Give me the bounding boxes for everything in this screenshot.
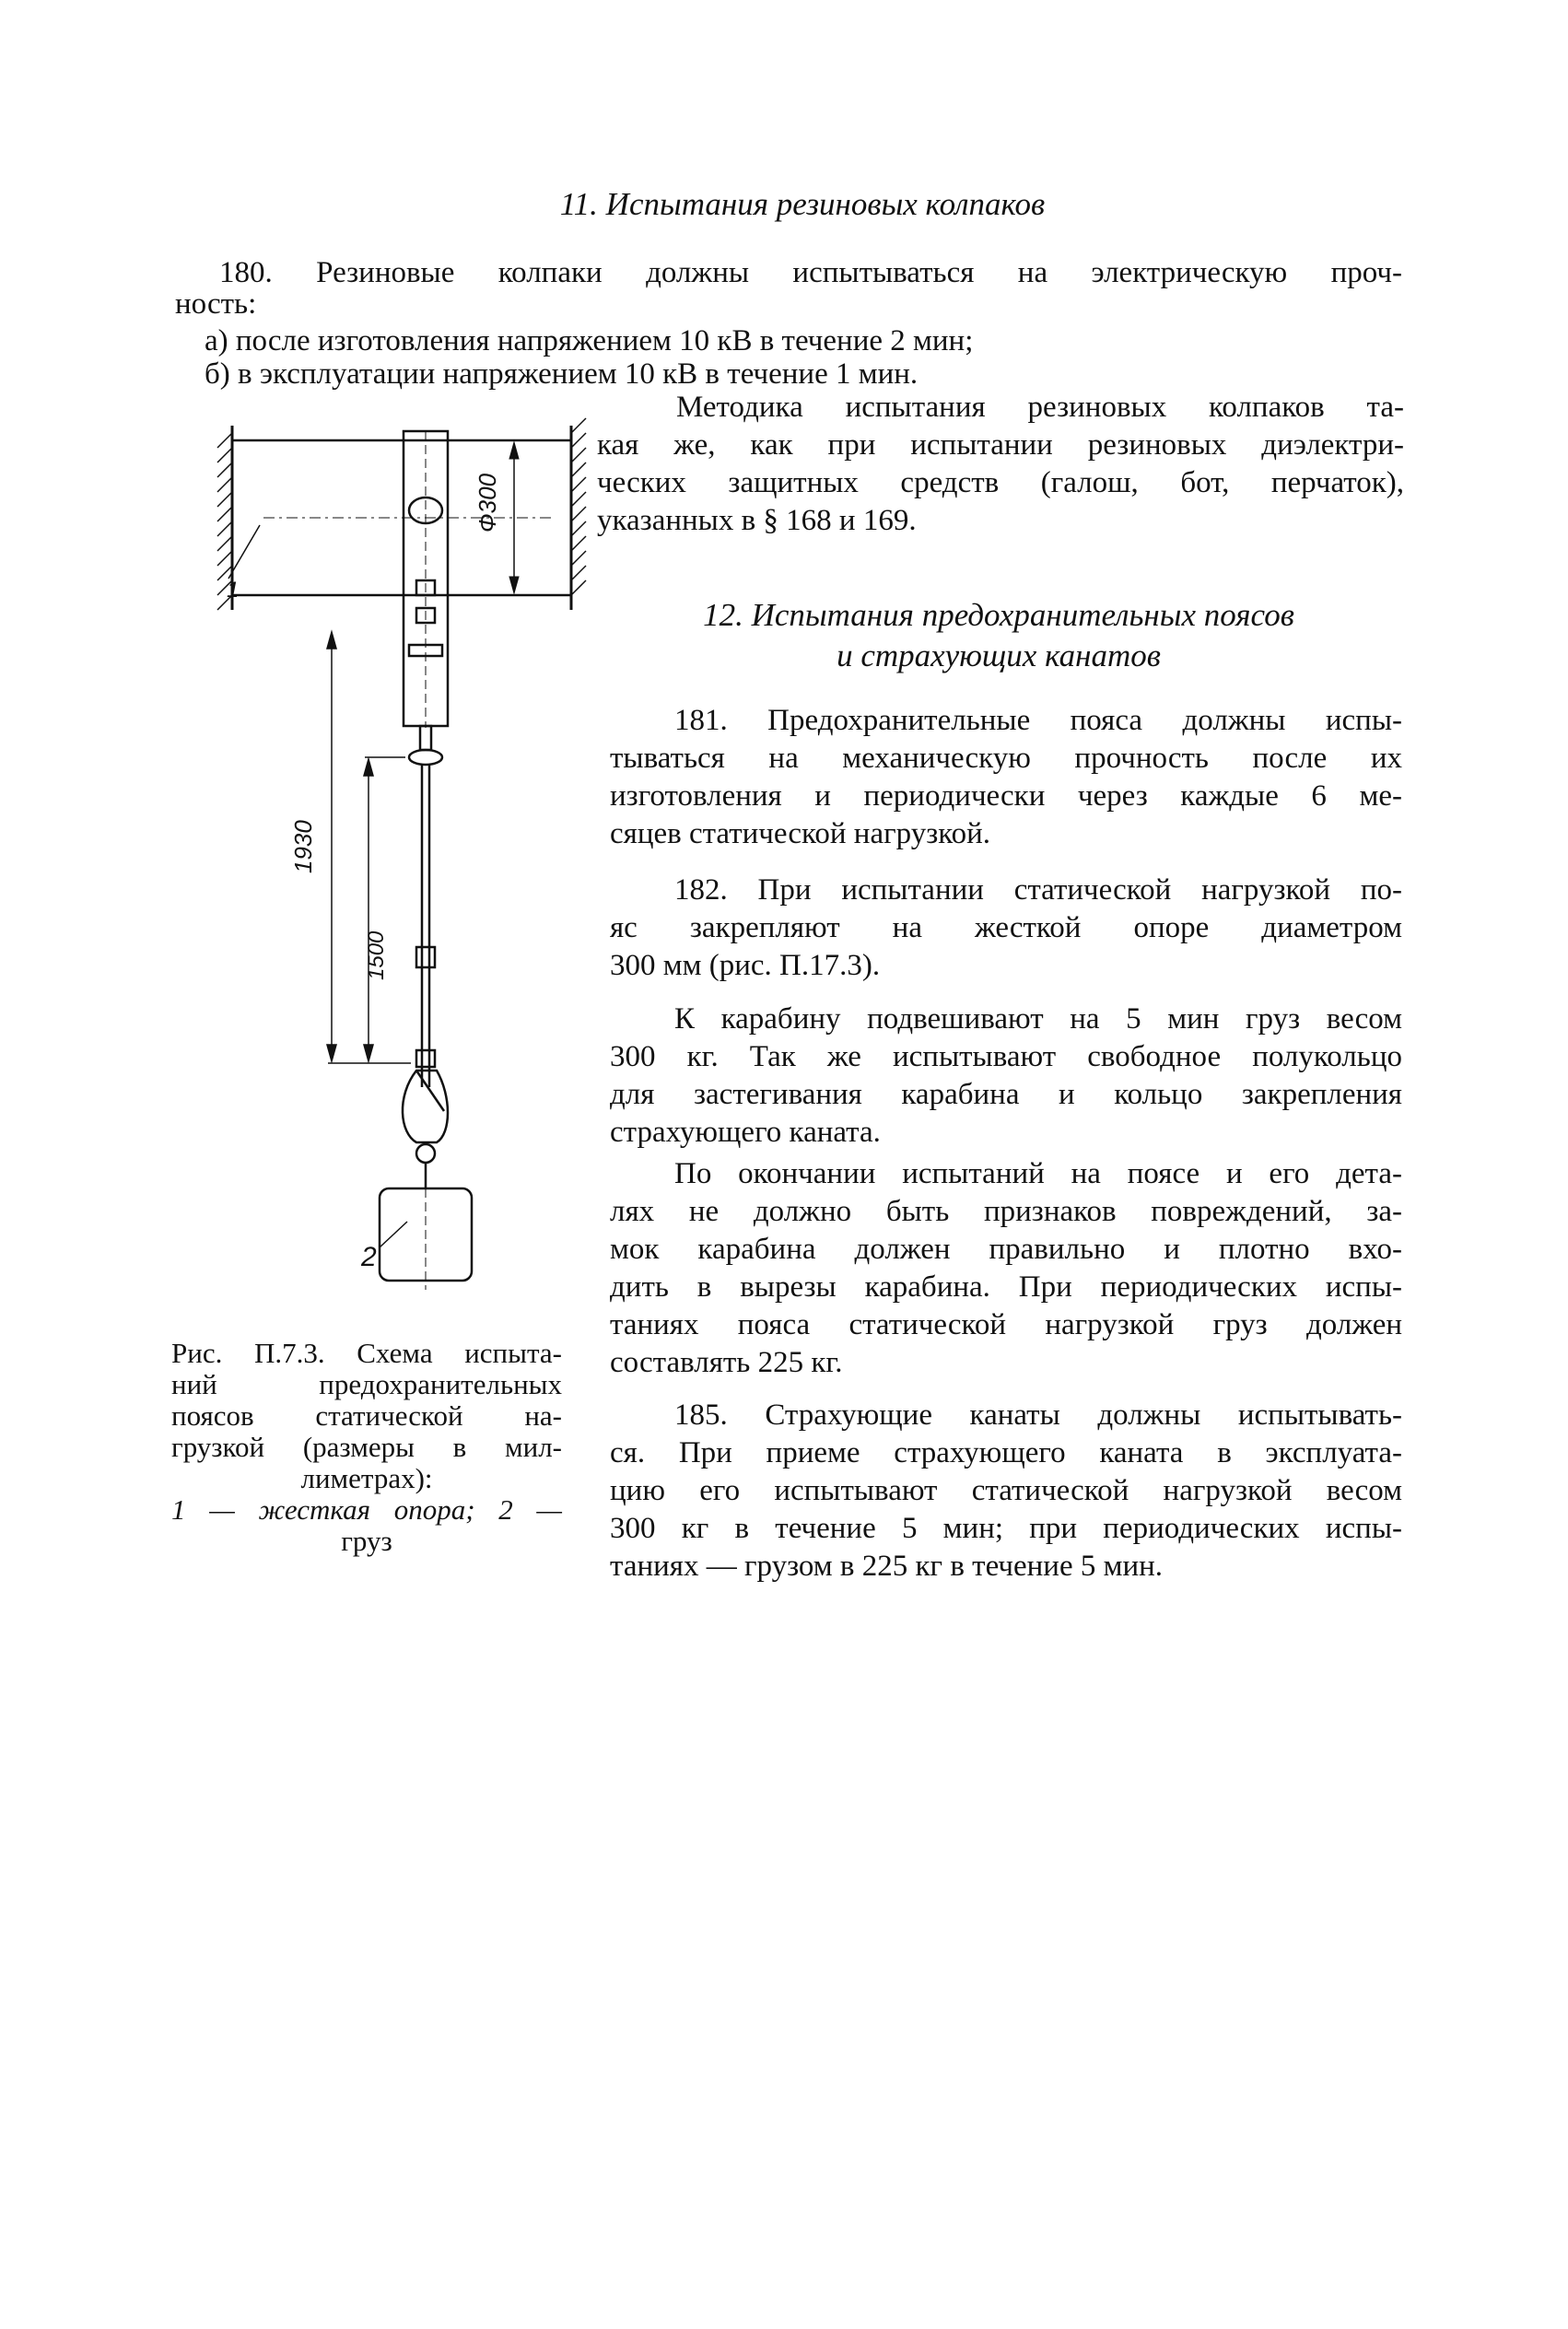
paragraph-185-line: ся. При приеме страхующего каната в эксплуата- xyxy=(610,1436,1402,1469)
paragraph-182 xyxy=(610,872,1402,985)
paragraph-results-line: составлять 225 кг. xyxy=(610,1346,843,1379)
paragraph-185-line: 300 кг в течение 5 мин; при периодических испы- xyxy=(610,1512,1402,1545)
diameter-label: Ф300 xyxy=(474,473,501,533)
item-a-text: а) после изготовления напряжением 10 кВ в течение 2 мин; xyxy=(205,324,974,357)
paragraph-181-line: изготовления и периодически через каждые 6 ме- xyxy=(610,779,1402,813)
method-line: указанных в § 168 и 169. xyxy=(597,504,917,537)
method-line: кая же, как при испытании резиновых диэлектри- xyxy=(597,428,1404,462)
weight-leader xyxy=(380,1222,407,1247)
figure-caption-line: поясов статической на- xyxy=(171,1399,562,1432)
total-height-label: 1930 xyxy=(289,820,317,873)
carabiner xyxy=(403,1071,448,1163)
method-line: ческих защитных средств (галош, бот, перчаток), xyxy=(597,466,1404,499)
paragraph-182-line: 300 мм (рис. П.17.3). xyxy=(610,949,881,982)
figure-caption-line: груз xyxy=(341,1525,392,1557)
section-12-heading-line-2: и страхующих канатов xyxy=(837,638,1161,673)
paragraph-181-line: тываться на механическую прочность после их xyxy=(610,742,1402,775)
paragraph-results-line: дить в вырезы карабина. При периодических испы- xyxy=(610,1270,1402,1304)
belt xyxy=(404,431,448,728)
paragraph-karabin xyxy=(610,1001,1402,1152)
height-dimensions xyxy=(327,595,411,1063)
paragraph-185 xyxy=(610,1397,1402,1586)
item-b-text: б) в эксплуатации напряжением 10 кВ в течение 1 мин. xyxy=(205,357,919,391)
figure-caption-line: 1 — жесткая опора; 2 — xyxy=(171,1493,562,1526)
method-paragraph xyxy=(597,389,1404,540)
section-11-heading: 11. Испытания резиновых колпаков xyxy=(559,186,1046,222)
weight-callout: 2 xyxy=(361,1242,377,1272)
paragraph-185-line: 185. Страхующие канаты должны испытывать- xyxy=(674,1399,1402,1432)
paragraph-181 xyxy=(610,702,1402,853)
paragraph-karabin-line: для застегивания карабина и кольцо закрепления xyxy=(610,1078,1402,1111)
figure-caption-line: грузкой (размеры в мил- xyxy=(171,1431,562,1463)
paragraph-182-line: 182. При испытании статической нагрузкой по- xyxy=(674,873,1402,907)
paragraph-karabin-line: страхующего каната. xyxy=(610,1116,881,1149)
figure-caption-line: Рис. П.7.3. Схема испыта- xyxy=(171,1337,562,1369)
lanyard xyxy=(409,726,442,1087)
support-callout: 1 xyxy=(227,578,240,603)
item-a xyxy=(205,322,1402,360)
section-12-heading-line-1: 12. Испытания предохранительных поясов xyxy=(703,597,1294,633)
method-line: Методика испытания резиновых колпаков та- xyxy=(676,391,1404,424)
weight xyxy=(380,1163,472,1290)
paragraph-results-line: По окончании испытаний на поясе и его дета- xyxy=(674,1157,1402,1190)
paragraph-karabin-line: 300 кг. Так же испытывают свободное полукольцо xyxy=(610,1040,1402,1073)
figure-caption-line: ний предохранительных xyxy=(171,1368,562,1400)
item-b xyxy=(205,356,1402,393)
paragraph-karabin-line: К карабину подвешивают на 5 мин груз весом xyxy=(674,1002,1402,1036)
paragraph-results-line: лях не должно быть признаков повреждений, за- xyxy=(610,1195,1402,1228)
paragraph-185-line: таниях — грузом в 225 кг в течение 5 мин. xyxy=(610,1550,1164,1583)
figure-caption-line: лиметрах): xyxy=(300,1462,433,1494)
paragraph-results-line: мок карабина должен правильно и плотно вхо- xyxy=(610,1233,1402,1266)
paragraph-results xyxy=(610,1155,1402,1382)
paragraph-180-cont xyxy=(175,286,1404,323)
rigid-support xyxy=(232,440,571,595)
paragraph-results-line: таниях пояса статической нагрузкой груз должен xyxy=(610,1308,1402,1341)
paragraph-180-line-1: 180. Резиновые колпаки должны испытываться на электрическую проч- xyxy=(219,256,1402,289)
paragraph-181-line: сяцев статической нагрузкой. xyxy=(610,817,990,850)
paragraph-180-line-2: ность: xyxy=(175,287,257,321)
paragraph-185-line: цию его испытывают статической нагрузкой весом xyxy=(610,1474,1402,1507)
right-wall xyxy=(571,418,586,610)
paragraph-182-line: яс закрепляют на жесткой опоре диаметром xyxy=(610,911,1402,944)
figure-caption xyxy=(171,1338,562,1557)
lower-height-label: 1500 xyxy=(364,930,389,980)
belt-test-diagram xyxy=(175,415,617,1299)
section-12-heading xyxy=(603,595,1395,676)
paragraph-181-line: 181. Предохранительные пояса должны испы- xyxy=(674,704,1402,737)
